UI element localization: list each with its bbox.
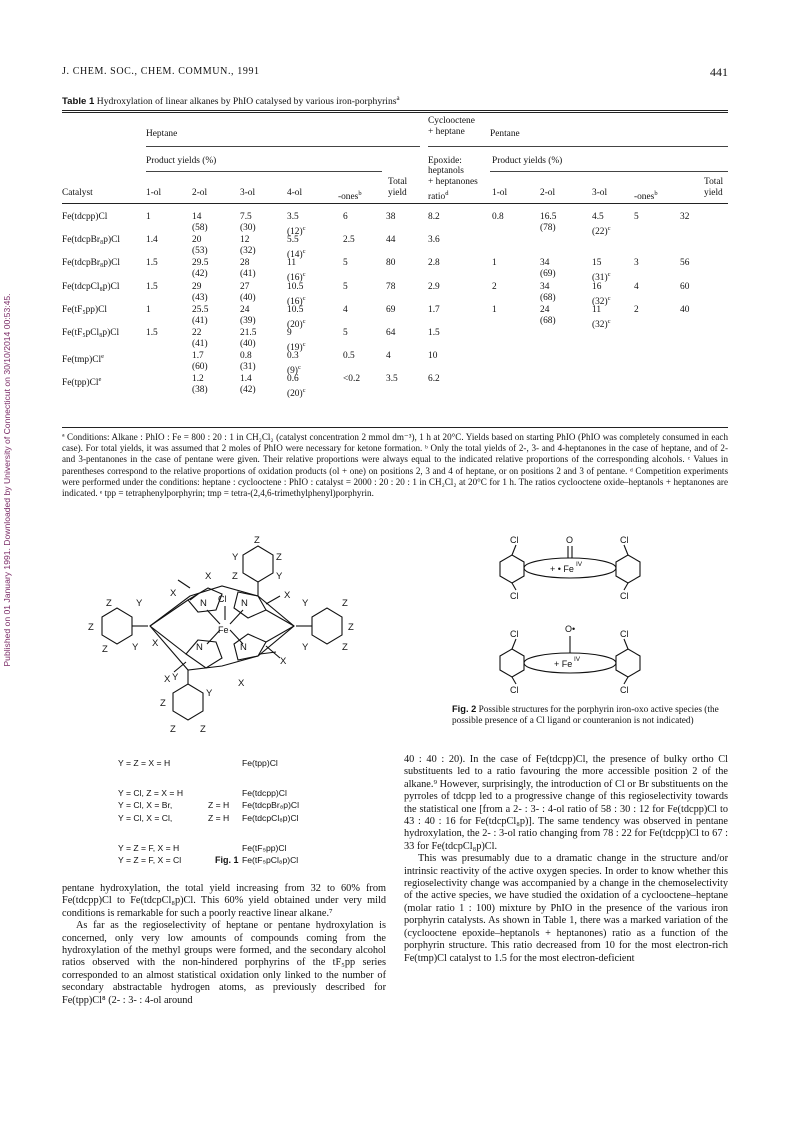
cell-ones: 5 — [343, 281, 348, 292]
cell-h3: 24 — [240, 304, 250, 315]
cell-ones: 4 — [343, 304, 348, 315]
download-stamp: Published on 01 January 1991. Downloaded by University of Connecticut on 30/10/2014 00:53:45. — [2, 293, 12, 667]
svg-text:X: X — [170, 588, 177, 599]
svg-text:Z: Z — [160, 698, 166, 709]
svg-text:Fe: Fe — [218, 625, 229, 635]
svg-text:Y: Y — [206, 688, 213, 699]
cell-h1: 1.5 — [146, 258, 158, 269]
cell-ptot: 60 — [680, 281, 690, 292]
cell-p3: 11 — [592, 304, 602, 315]
body-paragraph: pentane hydroxylation, the total yield increasing from 32 to 60% from Fe(tdcpp)Cl to Fe(tdcpCl₈p)Cl. This 60% yield obtained under very mild conditions is remarkable for such a poorly reactive linear alkane.⁷ — [62, 883, 386, 919]
cell-h3: 27 — [240, 281, 250, 292]
cell-h1: 1.4 — [146, 235, 158, 246]
svg-text:Cl: Cl — [620, 591, 629, 601]
cell-p2p: (68) — [540, 292, 556, 303]
cell-pones: 3 — [634, 258, 639, 269]
cell-h2: 25.5 — [192, 304, 209, 315]
cell-h3: 1.4 — [240, 374, 252, 385]
table-caption-text: Hydroxylation of linear alkanes by PhIO catalysed by various iron-porphyrins — [96, 96, 397, 108]
cell-p2: 16.5 — [540, 212, 557, 222]
cell-p3p: $(32)^c$ — [592, 317, 611, 330]
cell-ones: 6 — [343, 212, 348, 222]
row-catalyst: Fe(tpp)Cl$^e$ — [62, 376, 102, 389]
cell-p3: 16 — [592, 281, 602, 292]
svg-text:Cl: Cl — [510, 591, 519, 601]
cell-h3p: (42) — [240, 385, 256, 396]
col-1ol: 1-ol — [146, 188, 162, 198]
left-column-text — [62, 883, 386, 1007]
cell-h1: 1.5 — [146, 328, 158, 338]
ptotal-heading-2: yield — [704, 188, 723, 198]
cell-h3: 12 — [240, 235, 250, 246]
svg-text:X: X — [284, 590, 291, 601]
cell-h3p: (31) — [240, 362, 256, 373]
svg-text:IV: IV — [576, 561, 583, 568]
cell-h4: 9 — [287, 328, 292, 338]
svg-text:Z: Z — [342, 598, 348, 609]
cell-h3p: (39) — [240, 315, 256, 326]
svg-text:Y: Y — [132, 642, 139, 653]
svg-text:N: N — [241, 598, 248, 609]
pcol-2ol: 2-ol — [540, 188, 556, 198]
cell-h4: 11 — [287, 258, 297, 269]
cell-ratio: 2.9 — [428, 281, 440, 292]
cell-h2: 29.5 — [192, 258, 209, 269]
cell-ones: <0.2 — [343, 374, 361, 385]
svg-text:N: N — [196, 642, 203, 653]
table-top-rule-2 — [62, 112, 728, 113]
svg-text:Y: Y — [232, 552, 239, 563]
cell-p3: 4.5 — [592, 212, 604, 222]
cell-h2p: (41) — [192, 339, 208, 349]
cell-p1: 2 — [492, 281, 497, 292]
total-heading-2: yield — [388, 188, 407, 198]
total-heading-1: Total — [388, 177, 408, 187]
svg-text:Cl: Cl — [218, 594, 227, 604]
product-rule — [146, 171, 382, 172]
cell-ratio: 2.8 — [428, 258, 440, 269]
cell-h3p: (40) — [240, 292, 256, 303]
svg-text:Z: Z — [102, 644, 108, 655]
svg-text:Z: Z — [254, 535, 260, 546]
pcol-ones: -ones$^b$ — [634, 190, 658, 203]
cell-p2p: (78) — [540, 223, 556, 233]
col-catalyst: Catalyst — [62, 188, 93, 198]
cell-ones: 5 — [343, 258, 348, 269]
cell-tot: 4 — [386, 351, 391, 362]
cell-ptot: 32 — [680, 212, 690, 222]
cell-tot: 80 — [386, 258, 396, 269]
cell-h2p: (42) — [192, 269, 208, 280]
cell-ratio: 10 — [428, 351, 438, 362]
col-2ol: 2-ol — [192, 188, 208, 198]
running-header — [62, 66, 728, 77]
svg-text:Z: Z — [200, 724, 206, 735]
svg-text:Z: Z — [276, 552, 282, 563]
cell-h4p: $(20)^c$ — [287, 387, 306, 400]
pentane-product-rule — [490, 171, 728, 172]
cell-h4: 10.5 — [287, 281, 304, 292]
cell-p3p: $(31)^c$ — [592, 271, 611, 284]
col-4ol: 4-ol — [287, 188, 303, 198]
svg-text:N: N — [200, 598, 207, 609]
cell-h2p: (53) — [192, 246, 208, 257]
cell-p3: 15 — [592, 258, 602, 269]
cell-h4: 5.5 — [287, 235, 299, 246]
cell-h2: 14 — [192, 212, 202, 222]
heptane-rule — [146, 146, 420, 147]
cell-h4p: $(16)^c$ — [287, 271, 306, 284]
cell-h4p: $(20)^c$ — [287, 317, 306, 330]
col-3ol: 3-ol — [240, 188, 256, 198]
cell-p1: 0.8 — [492, 212, 504, 222]
svg-text:Cl: Cl — [510, 629, 519, 639]
cell-ptot: 40 — [680, 304, 690, 315]
cell-tot: 69 — [386, 304, 396, 315]
body-paragraph: As far as the regioselectivity of heptane or pentane hydroxylation is concerned, only very low amounts of compounds coming from the hydroxylation of the methyl groups were formed, and the secondary alcohol ratios observed with the non-hindered porphyrins of the tF₅pp series corresponded to an almost statistical oxidation only linked to the number of secondary abstractable hydrogen atoms, as previously described for Fe(tpp)Cl⁸ (2- : 3- : 4-ol around — [62, 920, 386, 1006]
cell-pones: 4 — [634, 281, 639, 292]
cell-h3: 21.5 — [240, 328, 257, 338]
svg-text:Y: Y — [276, 571, 283, 582]
row-catalyst: Fe(tmp)Cl$^e$ — [62, 353, 104, 366]
cell-h2p: (58) — [192, 223, 208, 233]
cell-h2: 1.2 — [192, 374, 204, 385]
cell-h4p: $(12)^c$ — [287, 225, 306, 238]
cell-p1: 1 — [492, 304, 497, 315]
cell-p2p: (69) — [540, 269, 556, 280]
svg-text:Cl: Cl — [510, 535, 519, 545]
cell-ratio: 1.7 — [428, 304, 440, 315]
svg-text:X: X — [238, 678, 245, 689]
pentane-heading: Pentane — [490, 129, 520, 139]
cell-tot: 44 — [386, 235, 396, 246]
svg-text:Cl: Cl — [620, 535, 629, 545]
cell-p2p: (68) — [540, 315, 556, 326]
cell-h3p: (30) — [240, 223, 256, 233]
svg-text:Z: Z — [342, 642, 348, 653]
cell-h4p: $(14)^c$ — [287, 248, 306, 261]
iron-oxo-structures — [470, 532, 720, 702]
journal-name: J. CHEM. SOC., CHEM. COMMUN., 1991 — [62, 66, 260, 77]
cell-h3: 28 — [240, 258, 250, 269]
svg-text:O•: O• — [565, 624, 576, 634]
svg-text:Y: Y — [302, 642, 309, 653]
pentane-product-yields-heading: Product yields (%) — [492, 156, 563, 166]
cell-h2: 1.7 — [192, 351, 204, 362]
cell-ratio: 6.2 — [428, 374, 440, 385]
right-column-text — [404, 754, 728, 965]
svg-text:Z: Z — [106, 598, 112, 609]
cell-p1: 1 — [492, 258, 497, 269]
svg-text:Z: Z — [232, 571, 238, 582]
cell-ratio: 3.6 — [428, 235, 440, 246]
svg-text:Y: Y — [302, 598, 309, 609]
svg-text:Z: Z — [170, 724, 176, 735]
svg-text:IV: IV — [574, 656, 581, 663]
epoxide-heading-3: + heptanones — [428, 177, 478, 187]
svg-text:Z: Z — [88, 622, 94, 633]
cell-h3p: (40) — [240, 339, 256, 349]
cell-h4p: $(9)^c$ — [287, 364, 301, 377]
heptane-heading: Heptane — [146, 129, 178, 139]
cell-p2: 34 — [540, 258, 550, 269]
svg-text:N: N — [240, 642, 247, 653]
fig1-label: Fig. 1 — [215, 855, 239, 865]
fig2-caption: Fig. 2 Possible structures for the porphyrin iron-oxo active species (the possible presence of a Cl ligand or counteranion is not indicated) — [452, 704, 719, 727]
cell-tot: 78 — [386, 281, 396, 292]
cell-ones: 2.5 — [343, 235, 355, 246]
cell-h4: 0.3 — [287, 351, 299, 362]
cell-h3p: (32) — [240, 246, 256, 257]
body-paragraph: This was presumably due to a dramatic change in the structure and/or intrinsic reactivity of the active oxygen species. In order to know whether this regioselectivity change was accompanied by a change in the chemoselectivity of the active species, we have studied the oxidation of a cyclooctene–heptane (molar ratio 1 : 100) mixture by PhIO in the presence of the various iron porphyrin catalysts. As shown in Table 1, there was a marked variation of the (cyclooctene epoxide–heptanols + heptanones) ratio as a function of the porphyrin structure. This ratio decreased from 10 for the most electron-rich Fe(tmp)Cl catalyst to 1.5 for the most electron-deficient — [404, 853, 728, 964]
cell-p2: 34 — [540, 281, 550, 292]
page-number: 441 — [710, 65, 728, 79]
col-ones: -ones$^b$ — [338, 190, 362, 203]
row-catalyst: Fe(tdcpBr₈p)Cl — [62, 258, 120, 269]
svg-text:Y: Y — [136, 598, 143, 609]
cell-h4p: $(19)^c$ — [287, 341, 306, 354]
cyclooctene-heading-2: + heptane — [428, 127, 465, 137]
row-catalyst: Fe(tF₅pp)Cl — [62, 304, 107, 315]
cell-tot: 64 — [386, 328, 396, 338]
cell-p3p: $(22)^c$ — [592, 225, 611, 238]
cell-h4p: $(16)^c$ — [287, 294, 306, 307]
epoxide-heading-4: ratio$^d$ — [428, 190, 449, 203]
cell-h1: 1 — [146, 304, 151, 315]
table-bottom-rule — [62, 427, 728, 428]
cell-ptot: 56 — [680, 258, 690, 269]
cell-h2p: (41) — [192, 315, 208, 326]
cell-pones: 2 — [634, 304, 639, 315]
svg-text:Cl: Cl — [620, 629, 629, 639]
cell-tot: 3.5 — [386, 374, 398, 385]
pcol-1ol: 1-ol — [492, 188, 508, 198]
cell-ones: 5 — [343, 328, 348, 338]
row-catalyst: Fe(tF₅pCl₈p)Cl — [62, 328, 120, 338]
cell-h2: 20 — [192, 235, 202, 246]
epoxide-heading-1: Epoxide: — [428, 156, 462, 166]
table-caption: Table 1 Hydroxylation of linear alkanes by PhIO catalysed by various iron-porphyrins$^a$ — [62, 94, 400, 108]
pcol-3ol: 3-ol — [592, 188, 608, 198]
cell-h3: 0.8 — [240, 351, 252, 362]
cyclooctene-heading: Cyclooctene — [428, 116, 475, 126]
cell-ones: 0.5 — [343, 351, 355, 362]
cell-h4: 0.6 — [287, 374, 299, 385]
porphyrin-structure — [80, 534, 370, 746]
svg-text:X: X — [205, 571, 212, 582]
svg-text:Z: Z — [348, 622, 354, 633]
cell-h3p: (41) — [240, 269, 256, 280]
epoxide-heading-2: heptanols — [428, 166, 464, 176]
svg-text:Cl: Cl — [620, 685, 629, 695]
ptotal-heading-1: Total — [704, 177, 724, 187]
cell-h2p: (43) — [192, 292, 208, 303]
svg-text:O: O — [566, 535, 574, 545]
svg-text:Y: Y — [172, 672, 179, 683]
cell-h1: 1 — [146, 212, 151, 222]
cell-tot: 38 — [386, 212, 396, 222]
cell-h4: 3.5 — [287, 212, 299, 222]
cell-p3p: $(32)^c$ — [592, 294, 611, 307]
row-catalyst: Fe(tdcpp)Cl — [62, 212, 108, 222]
body-paragraph: 40 : 40 : 20). In the case of Fe(tdcpp)Cl, the presence of bulky ortho Cl substituents led to a ratio favouring the more accessible position 2 of the alkane.⁹ However, surprisingly, the introduction of Cl or Br substituents on the pyrroles of tdcpp led to a progressive change of this regioselectivity towards the statistical one [from a 2- : 3- : 4-ol ratio of 58 : 30 : 12 for Fe(tdcpp)Cl to 43 : 40 : 16 for Fe(tdcpCl₈p)]. The same tendency was observed in pentane hydroxylation, the 2- : 3-ol ratio changing from 78 : 22 for Fe(tdcpp)Cl to 67 : 33 for Fe(tdcpCl₈p)Cl. — [404, 754, 728, 852]
cell-ratio: 8.2 — [428, 212, 440, 222]
svg-text:Cl: Cl — [510, 685, 519, 695]
cell-h2p: (60) — [192, 362, 208, 373]
row-catalyst: Fe(tdcpBr₈p)Cl — [62, 235, 120, 246]
cell-h3: 7.5 — [240, 212, 252, 222]
cell-pones: 5 — [634, 212, 639, 222]
cell-p2: 24 — [540, 304, 550, 315]
svg-text:X: X — [164, 674, 171, 685]
cell-h2: 29 — [192, 281, 202, 292]
svg-text:X: X — [280, 656, 287, 667]
cell-ratio: 1.5 — [428, 328, 440, 338]
svg-text:X: X — [152, 638, 159, 649]
cell-h1: 1.5 — [146, 281, 158, 292]
cell-h2p: (38) — [192, 385, 208, 396]
table-footnote: ª Conditions: Alkane : PhIO : Fe = 800 : 20 : 1 in CH₂Cl₂ (catalyst concentration 2 mmol dm⁻³), 1 h at 20°C. Yields based on starting PhIO (PhIO was completely consumed in each case). For total yields, it was assumed that 2 moles of PhIO were necessary for ketone formation. ᵇ Only the total yields of 2-, 3- and 4-heptanones in the case of heptane, and of 2- and 3-pentanones in the case of pentane were given. Their relative proportions were always equal to the indicated relative proportions of the corresponding alcohols. ᶜ Values in parentheses correspond to the relative proportions of oxidation products (ol + one) on positions 2, 3 and 4 of heptane, or on positions 2 and 3 of pentane. ᵈ Competition experiments were performed under the conditions: heptane : cyclooctene : PhIO : catalyst = 2000 : 20 : 20 : 1 in CH₂Cl₂ at 20°C for 1 h. The ratios cyclooctene oxide–heptanols + heptanones are indicated. ᵉ tpp = tetraphenylporphyrin; tmp = tetra-(2,4,6-trimethylphenyl)porphyrin. — [62, 432, 728, 499]
row-catalyst: Fe(tdcpCl₈p)Cl — [62, 281, 120, 292]
cell-h4: 10.5 — [287, 304, 304, 315]
table-top-rule — [62, 110, 728, 111]
table-label: Table 1 — [62, 96, 95, 108]
table-header-rule — [62, 203, 728, 204]
cyclo-rule — [428, 146, 728, 147]
product-yields-heading: Product yields (%) — [146, 156, 217, 166]
svg-text:+ • Fe: + • Fe — [550, 564, 574, 574]
cell-h2: 22 — [192, 328, 202, 338]
svg-text:+ Fe: + Fe — [554, 659, 573, 669]
